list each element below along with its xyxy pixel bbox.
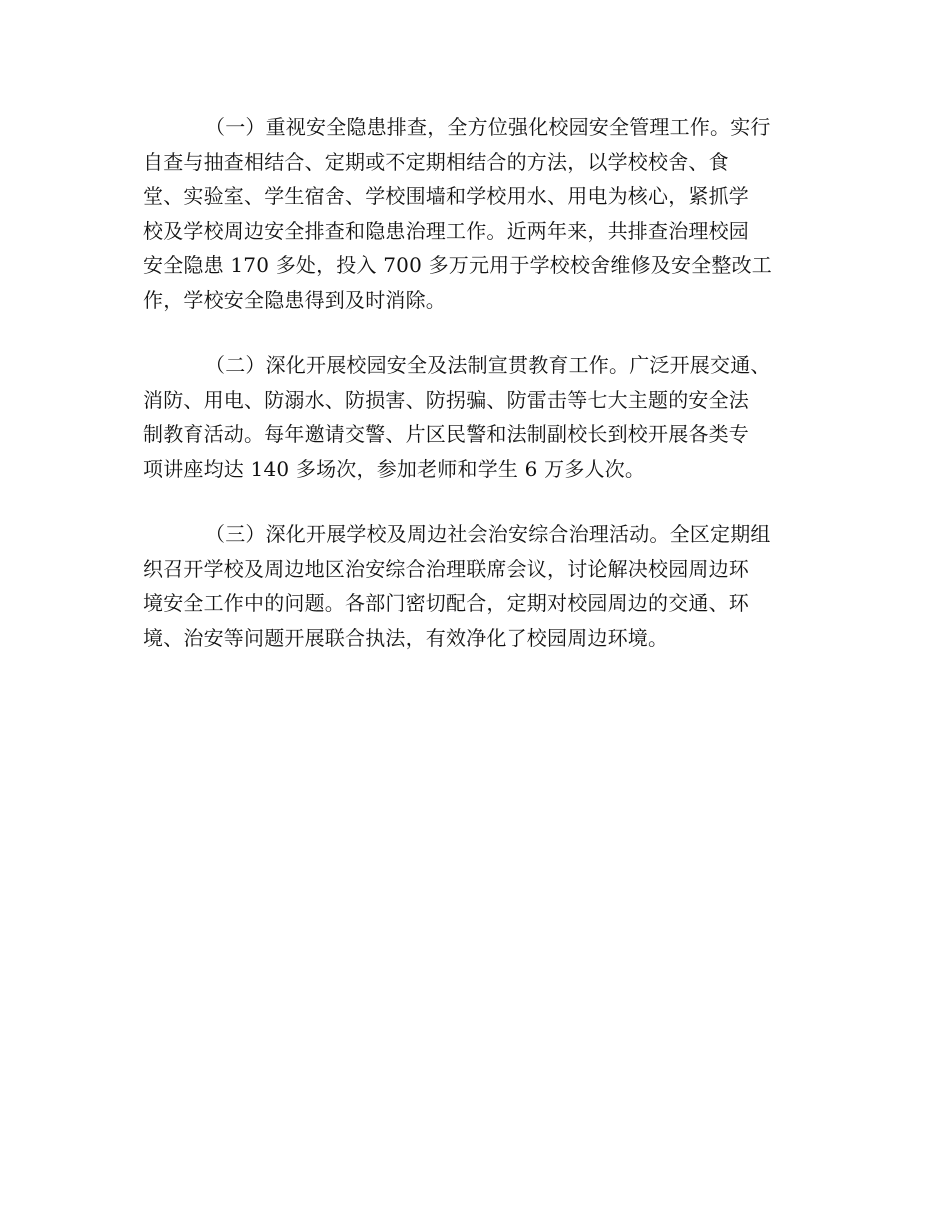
paragraph-line: 制教育活动。每年邀请交警、片区民警和法制副校长到校开展各类专 bbox=[143, 422, 749, 446]
paragraph-line: （一）重视安全隐患排查，全方位强化校园安全管理工作。实行 bbox=[205, 115, 771, 139]
paragraph-line: 自查与抽查相结合、定期或不定期相结合的方法，以学校校舍、食 bbox=[143, 149, 729, 174]
paragraph-line: （三）深化开展学校及周边社会治安综合治理活动。全区定期组 bbox=[205, 522, 771, 546]
paragraph-line: 校及学校周边安全排查和隐患治理工作。近两年来，共排查治理校园 bbox=[143, 218, 749, 243]
paragraph-line: 境、治安等问题开展联合执法，有效净化了校园周边环境。 bbox=[143, 625, 669, 650]
paragraph-line: 安全隐患 170 多处，投入 700 多万元用于学校校舍维修及安全整改工 bbox=[143, 253, 772, 277]
paragraph-line: （二）深化开展校园安全及法制宣贯教育工作。广泛开展交通、 bbox=[205, 353, 771, 377]
paragraph-line: 消防、用电、防溺水、防损害、防拐骗、防雷击等七大主题的安全法 bbox=[143, 387, 749, 412]
paragraph-line: 作，学校安全隐患得到及时消除。 bbox=[143, 287, 446, 312]
paragraph-1 bbox=[143, 110, 813, 317]
paragraph-line: 境安全工作中的问题。各部门密切配合，定期对校园周边的交通、环 bbox=[143, 591, 749, 615]
paragraph-line: 织召开学校及周边地区治安综合治理联席会议，讨论解决校园周边环 bbox=[143, 556, 749, 581]
paragraph-3 bbox=[143, 517, 813, 655]
paragraph-2 bbox=[143, 348, 813, 486]
paragraph-line: 堂、实验室、学生宿舍、学校围墙和学校用水、用电为核心，紧抓学 bbox=[143, 184, 749, 208]
paragraph-line: 项讲座均达 140 多场次，参加老师和学生 6 万多人次。 bbox=[143, 456, 646, 481]
